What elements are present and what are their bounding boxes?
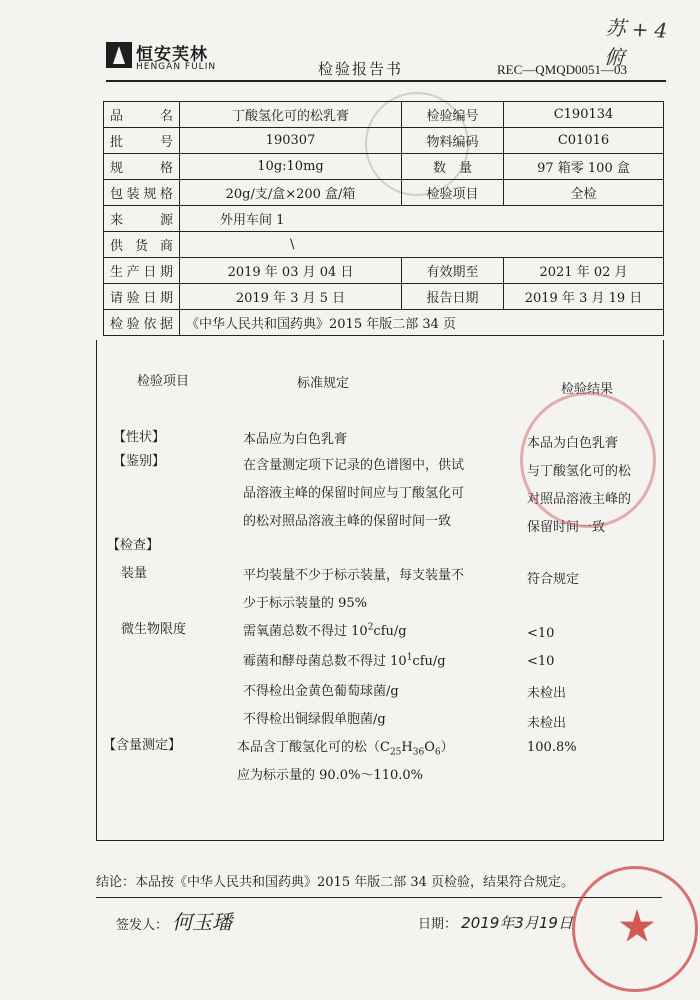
signer	[116, 906, 232, 935]
product-name-label: 品 名	[104, 102, 180, 128]
micro-standard-mold: 霉菌和酵母菌总数不得过 $10^1cfu/g$	[243, 652, 446, 669]
assay-standard-line2: 应为标示量的 90.0%～110.0%	[237, 768, 423, 783]
table-row	[104, 258, 664, 284]
micro-result-mold: <10	[527, 654, 555, 669]
col-standard-header: 标准规定	[297, 376, 350, 391]
supplier-value: \	[180, 232, 664, 258]
micro-result-staph: 未检出	[527, 686, 567, 701]
micro-standard-staph: 不得检出金黄色葡萄球菌/g	[243, 684, 399, 699]
conclusion-text: 结论：本品按《中华人民共和国药典》2015 年版二部 34 页检验，结果符合规定。	[96, 875, 575, 890]
handwritten-note: 苏+4 俯	[603, 15, 674, 70]
seal-star-icon	[619, 909, 655, 945]
header-rule	[106, 80, 666, 82]
conclusion-rule	[96, 897, 662, 898]
table-row	[104, 206, 664, 232]
assay-label: 【含量测定】	[103, 738, 182, 753]
batch-value: 190307	[180, 128, 402, 154]
quantity-label: 数 量	[402, 154, 504, 180]
fill-label: 装量	[121, 566, 148, 581]
table-row	[104, 180, 664, 206]
spec-label: 规 格	[104, 154, 180, 180]
appearance-label: 【性状】	[113, 430, 166, 445]
request-date-value: 2019 年 3 月 5 日	[180, 284, 402, 310]
table-row	[104, 102, 664, 128]
fill-result: 符合规定	[527, 572, 580, 587]
spec-value: 10g:10mg	[180, 154, 402, 180]
identification-result-line2: 对照品溶液主峰的	[527, 492, 632, 507]
report-date-value: 2019 年 3 月 19 日	[504, 284, 664, 310]
identification-label: 【鉴别】	[113, 454, 166, 469]
micro-result-pseudomonas: 未检出	[527, 716, 567, 731]
inspection-no-label: 检验编号	[402, 102, 504, 128]
document-code: REC—QMQD0051—03	[497, 62, 628, 77]
table-row	[104, 232, 664, 258]
company-seal	[572, 866, 698, 992]
inspection-no-value: C190134	[504, 102, 664, 128]
col-item-header: 检验项目	[137, 374, 190, 389]
logo-chinese-name: 恒安芙林	[136, 45, 208, 65]
fill-standard-line2: 少于标示装量的 95%	[243, 596, 368, 611]
table-row	[104, 310, 664, 336]
logo-mark-icon	[106, 42, 132, 68]
date-handwritten: 2019年3月19日	[461, 914, 573, 932]
production-date-label: 生产日期	[104, 258, 180, 284]
product-info-table	[103, 101, 664, 336]
signer-signature: 何玉璠	[172, 910, 233, 934]
expiry-value: 2021 年 02 月	[504, 258, 664, 284]
basis-value: 《中华人民共和国药典》2015 年版二部 34 页	[180, 310, 664, 336]
quantity-value: 97 箱零 100 盒	[504, 154, 664, 180]
production-date-value: 2019 年 03 月 04 日	[180, 258, 402, 284]
issue-date	[418, 912, 573, 933]
source-value: 外用车间 1	[180, 206, 664, 232]
signer-label: 签发人：	[116, 918, 169, 933]
company-logo	[106, 40, 228, 78]
basis-label: 检验依据	[104, 310, 180, 336]
appearance-result: 本品为白色乳膏	[527, 436, 619, 451]
request-date-label: 请验日期	[104, 284, 180, 310]
table-row	[104, 128, 664, 154]
table-row	[104, 284, 664, 310]
assay-result: 100.8%	[527, 740, 577, 755]
product-name-value: 丁酸氢化可的松乳膏	[180, 102, 402, 128]
identification-result-line1: 与丁酸氢化可的松	[527, 464, 632, 479]
date-label: 日期：	[418, 917, 458, 932]
material-code-value: C01016	[504, 128, 664, 154]
identification-standard-line1: 在含量测定项下记录的色谱图中，供试	[243, 458, 465, 473]
document-title: 检验报告书	[318, 60, 404, 78]
identification-standard-line3: 的松对照品溶液主峰的保留时间一致	[243, 514, 452, 529]
source-label: 来 源	[104, 206, 180, 232]
appearance-standard: 本品应为白色乳膏	[243, 432, 348, 447]
micro-label: 微生物限度	[121, 622, 187, 637]
logo-english-name: HENGAN FULIN	[136, 62, 217, 72]
assay-standard-line1: 本品含丁酸氢化可的松$(C_{25}H_{36}O_6)$	[237, 740, 454, 758]
fill-standard-line1: 平均装量不少于标示装量，每支装量不	[243, 568, 465, 583]
batch-label: 批 号	[104, 128, 180, 154]
table-row	[104, 154, 664, 180]
report-date-label: 报告日期	[402, 284, 504, 310]
identification-standard-line2: 品溶液主峰的保留时间应与丁酸氢化可	[243, 486, 465, 501]
check-label: 【检查】	[107, 538, 160, 553]
micro-standard-aerobic: 需氧菌总数不得过 $10^2cfu/g$	[243, 622, 407, 639]
results-section	[96, 340, 664, 841]
supplier-label: 供货商	[104, 232, 180, 258]
micro-standard-pseudomonas: 不得检出铜绿假单胞菌/g	[243, 712, 386, 727]
inspection-item-value: 全检	[504, 180, 664, 206]
packaging-value: 20g/支/盒×200 盒/箱	[180, 180, 402, 206]
micro-result-aerobic: <10	[527, 626, 555, 641]
expiry-label: 有效期至	[402, 258, 504, 284]
packaging-label: 包装规格	[104, 180, 180, 206]
col-result-header: 检验结果	[561, 382, 614, 397]
material-code-label: 物料编码	[402, 128, 504, 154]
inspection-item-label: 检验项目	[402, 180, 504, 206]
identification-result-line3: 保留时间一致	[527, 520, 606, 535]
